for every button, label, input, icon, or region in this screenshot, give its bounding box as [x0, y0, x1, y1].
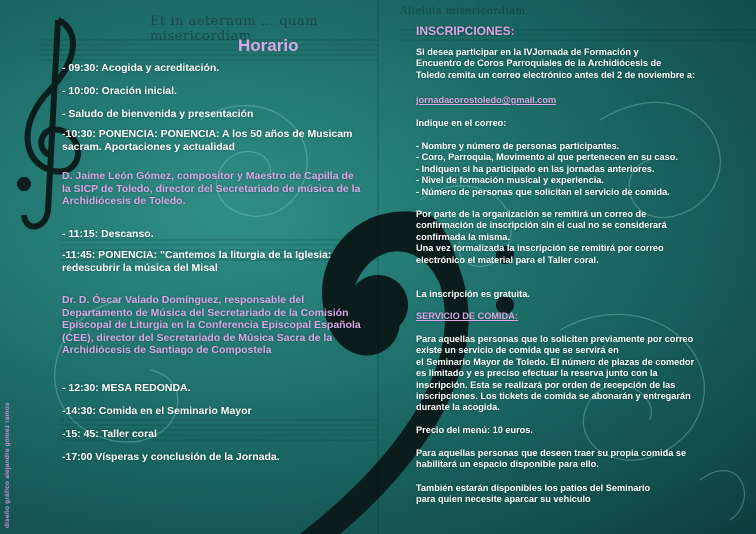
schedule-item: -17:00 Vísperas y conclusión de la Jornada.	[62, 451, 280, 463]
speaker-bio: Dr. D. Óscar Valado Domínguez, responsable del Departamento de Música del Secretariado de la Comisión Episcopal de Liturgia en la Conferencia Episcopal Española (CEE), director del Secretariado de Música Sacra de la Archidiócesis de Santiago de Compostela	[62, 294, 361, 356]
confirmation-text	[416, 209, 734, 266]
schedule-item: - 09:30: Acogida y acreditación.	[62, 62, 220, 74]
list-item: - Número de personas que solicitan el servicio de comida.	[416, 186, 670, 197]
text-line: confirmación de inscripción sin el cual no se considerará	[416, 220, 667, 231]
indique-label: Indique en el correo:	[416, 118, 507, 128]
food-service-title: SERVICIO DE COMIDA:	[416, 311, 518, 321]
text-line: es limitado y es preciso efectuar la reserva junto con la	[416, 368, 658, 379]
parking-text	[416, 483, 734, 506]
schedule-item: -11:45: PONENCIA: "Cantemos la liturgia de la Iglesia: redescubrir la música del Misal	[62, 249, 332, 274]
list-item: - Nivel de formación musical y experiencia.	[416, 175, 604, 186]
registration-title: INSCRIPCIONES:	[416, 24, 515, 38]
schedule-item: - 11:15: Descanso.	[62, 228, 154, 240]
text-line: Encuentro de Coros Parroquiales de la Archidiócesis de	[416, 58, 662, 69]
schedule-item: - 10:00: Oración inicial.	[62, 85, 177, 97]
text-line: electrónico el material para el Taller coral.	[416, 254, 599, 265]
text-line: Si desea participar en la IVJornada de Formación y	[416, 47, 639, 57]
text-line: para quien necesite aparcar su vehículo	[416, 494, 591, 505]
food-service-text	[416, 334, 734, 414]
list-item: - Indiquen si ha participado en las jornadas anteriores.	[416, 163, 655, 174]
schedule-item: - Saludo de bienvenida y presentación	[62, 108, 254, 120]
text-line: inscripciones. Los tickets de comida se abonarán y entregarán	[416, 391, 691, 402]
text-line: También estarán disponibles los patios del Seminario	[416, 483, 651, 493]
text-line: Una vez formalizada la inscripción se remitirá por correo	[416, 243, 664, 254]
contact-email-link[interactable]: jornadacorostoledo@gmail.com	[416, 95, 557, 105]
text-line: habilitará un espacio disponible para ello.	[416, 459, 599, 470]
free-registration-note: La inscripción es gratuita.	[416, 289, 530, 299]
list-item: - Nombre y número de personas participantes.	[416, 141, 620, 151]
schedule-item: -14:30: Comida en el Seminario Mayor	[62, 405, 252, 417]
text-line: Toledo remita un correo electrónico antes del 2 de noviembre a:	[416, 69, 696, 80]
schedule-item: - 12:30: MESA REDONDA.	[62, 382, 191, 394]
menu-price: Precio del menú: 10 euros.	[416, 425, 533, 435]
text-line: durante la acogida.	[416, 402, 500, 413]
registration-intro	[416, 47, 734, 81]
list-item: - Coro, Parroquia, Movimento al que pertenecen en su caso.	[416, 152, 678, 163]
design-credit: diseño gráfico alejandra gómez ramos	[4, 402, 11, 528]
schedule-item: -10:30: PONENCIA: PONENCIA: A los 50 años de Musicam sacram. Aportaciones y actualidad	[62, 128, 353, 153]
schedule-item: -15: 45: Taller coral	[62, 428, 157, 440]
latin-header: Et in aeternum ... quam misericordiam	[150, 14, 319, 44]
text-line: existe un servicio de comida que se servirá en	[416, 345, 619, 356]
text-line: confirmada la misma.	[416, 231, 510, 242]
latin-header: Alleluia misericordiam	[400, 6, 526, 17]
own-food-text	[416, 448, 734, 471]
text-line: Para aquellas personas que lo soliciten previamente por correo	[416, 334, 694, 344]
schedule-title: Horario	[238, 36, 299, 55]
speaker-bio: D. Jaime León Gómez, compositor y Maestro de Capilla de la SICP de Toledo, director del Secretariado de música de la Archidiócesis de Toledo.	[62, 170, 361, 207]
text-line: Por parte de la organización se remitirá un correo de	[416, 209, 647, 219]
text-line: el Seminario Mayor de Toledo. El número de plazas de comedor	[416, 356, 695, 367]
text-line: inscripción. Esta se realizará por orden de recepción de las	[416, 379, 676, 390]
requirements-list	[416, 141, 734, 198]
text-line: Para aquellas personas que deseen traer su propia comida se	[416, 448, 687, 458]
